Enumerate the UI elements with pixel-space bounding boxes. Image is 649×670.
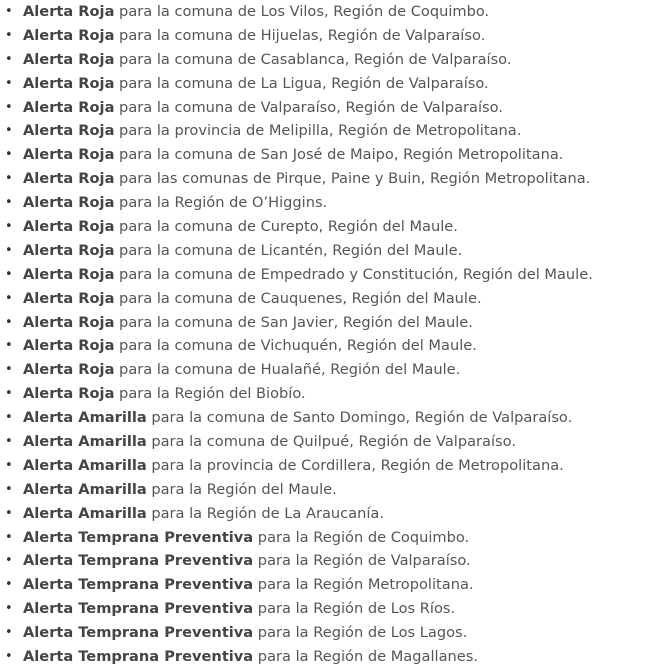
- bullet-icon: •: [5, 290, 13, 306]
- alert-list-item: [0, 526, 649, 550]
- alert-description: para la Región de Magallanes.: [253, 648, 478, 666]
- alert-description: para la comuna de San José de Maipo, Región Metropolitana.: [114, 146, 564, 164]
- bullet-icon: •: [5, 195, 13, 211]
- alert-list-item: [0, 215, 649, 239]
- bullet-icon: •: [5, 75, 13, 91]
- alert-list-item: [0, 382, 649, 406]
- alert-level-label: Alerta Amarilla: [23, 480, 147, 498]
- alert-description: para las comunas de Pirque, Paine y Buin, Región Metropolitana.: [114, 170, 591, 188]
- alert-level-label: Alerta Roja: [23, 218, 115, 236]
- bullet-icon: •: [5, 529, 13, 545]
- alert-level-label: Alerta Roja: [23, 361, 115, 379]
- alert-list-item: [0, 72, 649, 96]
- alert-list-item: [0, 549, 649, 573]
- alert-list-item: [0, 143, 649, 167]
- alert-list-item: [0, 287, 649, 311]
- bullet-icon: •: [5, 51, 13, 67]
- bullet-icon: •: [5, 123, 13, 139]
- bullet-icon: •: [5, 386, 13, 402]
- alert-level-label: Alerta Roja: [23, 74, 115, 92]
- alert-description: para la comuna de Empedrado y Constitución, Región del Maule.: [114, 265, 593, 283]
- alert-description: para la comuna de La Ligua, Región de Valparaíso.: [114, 74, 489, 92]
- bullet-icon: •: [5, 27, 13, 43]
- bullet-icon: •: [5, 4, 13, 19]
- alert-level-label: Alerta Roja: [23, 98, 115, 116]
- bullet-icon: •: [5, 625, 13, 641]
- alert-list-item: [0, 430, 649, 454]
- alert-level-label: Alerta Temprana Preventiva: [23, 648, 254, 666]
- bullet-icon: •: [5, 242, 13, 258]
- bullet-icon: •: [5, 481, 13, 497]
- alert-list-item: [0, 311, 649, 335]
- alert-description: para la comuna de Hijuelas, Región de Valparaíso.: [114, 26, 486, 44]
- alert-description: para la Región de La Araucanía.: [146, 504, 384, 522]
- alert-list-item: [0, 0, 649, 24]
- bullet-icon: •: [5, 601, 13, 617]
- alert-description: para la Región Metropolitana.: [253, 576, 474, 594]
- alert-description: para la comuna de San Javier, Región del Maule.: [114, 313, 473, 331]
- alert-description: para la Región de O’Higgins.: [114, 194, 328, 212]
- alert-description: para la Región del Biobío.: [114, 385, 306, 403]
- alert-description: para la comuna de Curepto, Región del Maule.: [114, 218, 458, 236]
- bullet-icon: •: [5, 553, 13, 569]
- alert-level-label: Alerta Amarilla: [23, 504, 147, 522]
- alert-description: para la Región de Coquimbo.: [253, 528, 470, 546]
- alert-level-label: Alerta Temprana Preventiva: [23, 552, 254, 570]
- alert-level-label: Alerta Temprana Preventiva: [23, 600, 254, 618]
- alert-level-label: Alerta Roja: [23, 313, 115, 331]
- bullet-icon: •: [5, 457, 13, 473]
- bullet-icon: •: [5, 410, 13, 426]
- alert-list-item: [0, 191, 649, 215]
- alert-level-label: Alerta Amarilla: [23, 433, 147, 451]
- alert-list-item: [0, 358, 649, 382]
- alert-description: para la comuna de Los Vilos, Región de Coquimbo.: [114, 3, 490, 20]
- bullet-icon: •: [5, 99, 13, 115]
- alert-list-item: [0, 573, 649, 597]
- alert-list-item: [0, 478, 649, 502]
- alert-list-item: [0, 24, 649, 48]
- alert-level-label: Alerta Roja: [23, 50, 115, 68]
- bullet-icon: •: [5, 314, 13, 330]
- alert-level-label: Alerta Roja: [23, 265, 115, 283]
- alert-description: para la comuna de Vichuquén, Región del Maule.: [114, 337, 477, 355]
- alert-description: para la Región del Maule.: [146, 480, 337, 498]
- alert-description: para la comuna de Santo Domingo, Región de Valparaíso.: [146, 409, 573, 427]
- bullet-icon: •: [5, 219, 13, 235]
- alert-level-label: Alerta Temprana Preventiva: [23, 624, 254, 642]
- alert-list-item: [0, 263, 649, 287]
- alert-list-item: [0, 48, 649, 72]
- alert-description: para la comuna de Valparaíso, Región de Valparaíso.: [114, 98, 503, 116]
- alert-level-label: Alerta Roja: [23, 3, 115, 20]
- alert-list-item: [0, 119, 649, 143]
- bullet-icon: •: [5, 649, 13, 665]
- alert-description: para la Región de Los Lagos.: [253, 624, 468, 642]
- alert-list-item: [0, 167, 649, 191]
- alert-description: para la provincia de Cordillera, Región de Metropolitana.: [146, 456, 564, 474]
- alert-level-label: Alerta Roja: [23, 337, 115, 355]
- alert-level-label: Alerta Amarilla: [23, 409, 147, 427]
- alert-description: para la Región de Valparaíso.: [253, 552, 471, 570]
- alert-description: para la comuna de Hualañé, Región del Maule.: [114, 361, 461, 379]
- alert-list-item: [0, 334, 649, 358]
- alert-list-item: [0, 621, 649, 645]
- bullet-icon: •: [5, 171, 13, 187]
- alert-level-label: Alerta Roja: [23, 385, 115, 403]
- alert-list-item: [0, 239, 649, 263]
- bullet-icon: •: [5, 577, 13, 593]
- alert-level-label: Alerta Temprana Preventiva: [23, 528, 254, 546]
- alert-level-label: Alerta Roja: [23, 26, 115, 44]
- alert-list-item: [0, 454, 649, 478]
- alert-list-item: [0, 645, 649, 669]
- bullet-icon: •: [5, 147, 13, 163]
- alert-level-label: Alerta Amarilla: [23, 456, 147, 474]
- bullet-icon: •: [5, 362, 13, 378]
- alert-description: para la comuna de Cauquenes, Región del Maule.: [114, 289, 482, 307]
- alert-list-item: [0, 502, 649, 526]
- bullet-icon: •: [5, 338, 13, 354]
- alert-level-label: Alerta Roja: [23, 146, 115, 164]
- alert-level-label: Alerta Roja: [23, 194, 115, 212]
- bullet-icon: •: [5, 266, 13, 282]
- alert-level-label: Alerta Temprana Preventiva: [23, 576, 254, 594]
- bullet-icon: •: [5, 434, 13, 450]
- alert-list-item: [0, 96, 649, 120]
- alert-level-label: Alerta Roja: [23, 241, 115, 259]
- alert-level-label: Alerta Roja: [23, 122, 115, 140]
- alert-list-item: [0, 597, 649, 621]
- alert-level-label: Alerta Roja: [23, 170, 115, 188]
- alert-description: para la comuna de Quilpué, Región de Valparaíso.: [146, 433, 516, 451]
- alert-level-label: Alerta Roja: [23, 289, 115, 307]
- alert-list-item: [0, 406, 649, 430]
- alert-description: para la Región de Los Ríos.: [253, 600, 456, 618]
- alert-description: para la comuna de Casablanca, Región de Valparaíso.: [114, 50, 512, 68]
- alert-description: para la provincia de Melipilla, Región de Metropolitana.: [114, 122, 522, 140]
- bullet-icon: •: [5, 505, 13, 521]
- alert-description: para la comuna de Licantén, Región del Maule.: [114, 241, 463, 259]
